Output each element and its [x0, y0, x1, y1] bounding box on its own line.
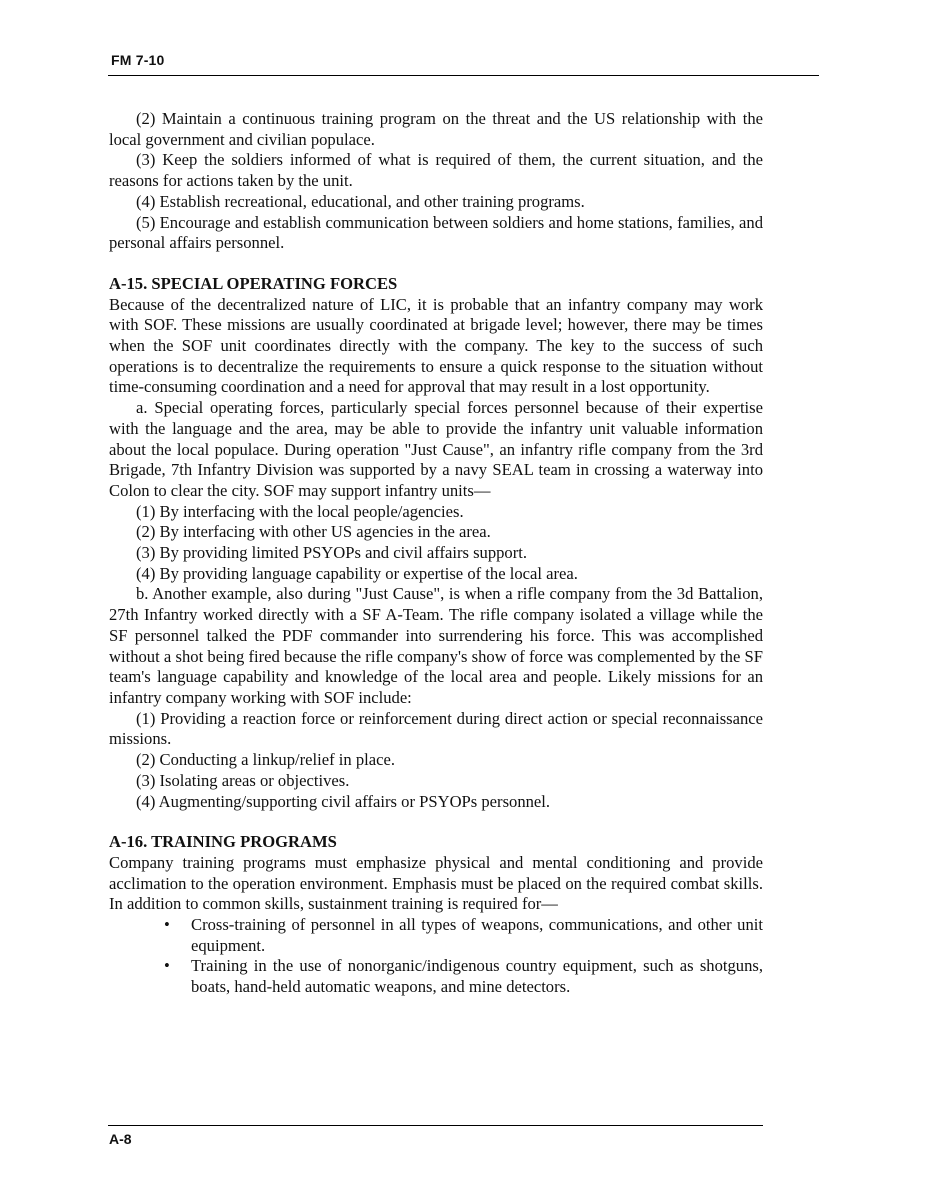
section-heading-a15: A-15. SPECIAL OPERATING FORCES [109, 273, 398, 293]
list-item: (3) Isolating areas or objectives. [136, 770, 350, 790]
list-item: (4) Augmenting/supporting civil affairs or PSYOPs personnel. [136, 791, 551, 811]
list-item: (2) Maintain a continuous training program on the threat and the US relationship with the local government and civilian populace. [109, 109, 763, 149]
list-item: (1) Providing a reaction force or reinforcement during direct action or special reconnaissance missions. [109, 708, 763, 749]
section-a16-intro: Company training programs must emphasize physical and mental conditioning and provide acclimation to the operation environment. Emphasis must be placed on the required combat skills. In addition to common skills, sustainment training is required for— [109, 852, 763, 914]
list-item: (2) Conducting a linkup/relief in place. [136, 750, 395, 770]
page-number: A-8 [109, 1131, 132, 1147]
header-rule [108, 75, 819, 76]
list-item: (3) By providing limited PSYOPs and civil affairs support. [136, 543, 528, 563]
section-a15-paragraph-a: a. Special operating forces, particularly special forces personnel because of their expertise with the language and the area, may be able to provide the infantry unit valuable information about the local populace. During operation "Just Cause", an infantry rifle company from the 3rd Brigade, 7th Infantry Division was supported by a navy SEAL team in crossing a waterway into Colon to clear the city. SOF may support infantry units— [109, 398, 763, 500]
running-header-manual-number: FM 7-10 [111, 52, 165, 68]
list-item: (4) Establish recreational, educational, and other training programs. [136, 191, 585, 211]
list-item: (3) Keep the soldiers informed of what is required of them, the current situation, and the reasons for actions taken by the unit. [109, 150, 763, 191]
section-heading-a16: A-16. TRAINING PROGRAMS [109, 832, 337, 852]
page-body [109, 109, 763, 998]
bullet-item: • Cross-training of personnel in all types of weapons, communications, and other unit equipment. [191, 915, 763, 956]
training-bullet-list [109, 915, 763, 998]
section-a15-intro: Because of the decentralized nature of LIC, it is probable that an infantry company may work with SOF. These missions are usually coordinated at brigade level; however, there may be times when the SOF unit coordinates directly with the company. The key to the success of such operations is to decentralize the requirements to ensure a quick response to the situation without time-consuming coordination and a need for approval that may result in a lost opportunity. [109, 294, 763, 397]
section-a15-paragraph-b: b. Another example, also during "Just Cause", is when a rifle company from the 3d Battalion, 27th Infantry worked directly with a SF A-Team. The rifle company isolated a village while the SF personnel talked the PDF commander into surrendering his force. This was accomplished without a shot being fired because the rifle company's show of force was complemented by the SF team's language capability and knowledge of the local area and people. Likely missions for an infantry company working with SOF include: [109, 584, 763, 707]
footer-rule [108, 1125, 763, 1126]
bullet-item: • Training in the use of nonorganic/indigenous country equipment, such as shotguns, boats, hand-held automatic weapons, and mine detectors. [191, 956, 763, 997]
list-item: (4) By providing language capability or expertise of the local area. [136, 563, 578, 583]
list-item: (2) By interfacing with other US agencies in the area. [136, 522, 491, 542]
list-item: (5) Encourage and establish communication between soldiers and home stations, families, and personal affairs personnel. [109, 212, 763, 253]
list-item: (1) By interfacing with the local people/agencies. [136, 501, 464, 521]
